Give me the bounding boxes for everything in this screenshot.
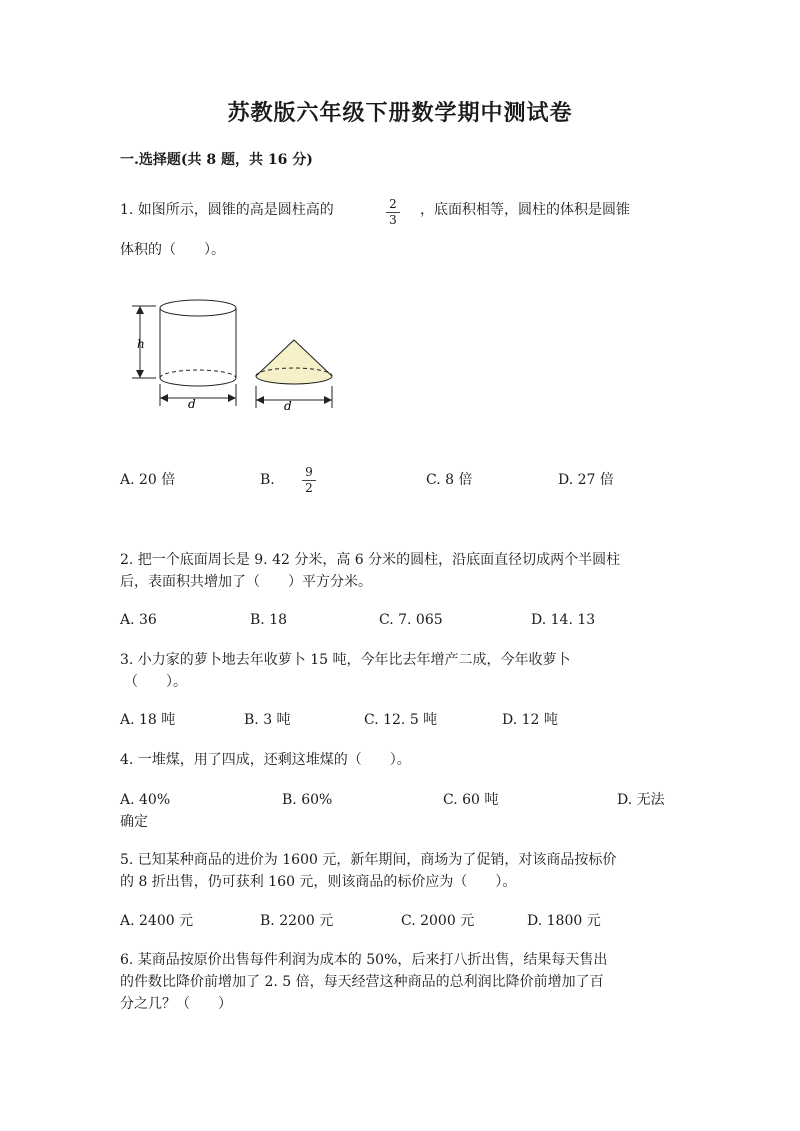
q2-option-c: C. 7. 065: [379, 612, 443, 628]
q1-fraction-numerator: 2: [389, 197, 397, 211]
q3-text-line2: （ ）。: [124, 674, 187, 690]
q4-text-line1: 4. 一堆煤，用了四成，还剩这堆煤的（ ）。: [120, 752, 411, 768]
cylinder-cone-figure: [126, 298, 342, 416]
q1-option-b-denominator: 2: [305, 481, 313, 495]
q1-option-b-numerator: 9: [305, 465, 313, 479]
q1-option-c: C. 8 倍: [426, 472, 473, 488]
q1-option-a: A. 20 倍: [120, 472, 176, 488]
q3-option-a: A. 18 吨: [120, 712, 176, 728]
q4-option-d-continued: 确定: [120, 814, 148, 830]
section-heading: 一.选择题(共 8 题，共 16 分): [120, 152, 313, 168]
arrow-head: [256, 396, 264, 404]
q5-option-c: C. 2000 元: [401, 913, 475, 929]
q5-option-b: B. 2200 元: [260, 913, 334, 929]
height-label: h: [137, 337, 145, 351]
q1-text-line2: 体积的（ ）。: [120, 242, 225, 258]
q4-option-c: C. 60 吨: [443, 792, 499, 808]
q3-option-b: B. 3 吨: [244, 712, 291, 728]
q1-option-d: D. 27 倍: [558, 472, 614, 488]
q3-text-line1: 3. 小力家的萝卜地去年收萝卜 15 吨，今年比去年增产二成，今年收萝卜: [120, 652, 571, 668]
arrow-head: [160, 394, 168, 402]
arrow-head: [136, 306, 144, 314]
q1-option-b-fraction: [302, 466, 316, 495]
q2-option-d: D. 14. 13: [531, 612, 596, 628]
cylinder-bottom-back: [160, 370, 236, 378]
cone-body: [256, 340, 332, 384]
q1-fraction: [386, 198, 400, 227]
q6-text-line1: 6. 某商品按原价出售每件利润为成本的 50%，后来打八折出售，结果每天售出: [120, 952, 608, 968]
q5-text-line2: 的 8 折出售，仍可获利 160 元，则该商品的标价应为（ ）。: [120, 874, 517, 890]
arrow-head: [136, 370, 144, 378]
q5-option-a: A. 2400 元: [120, 913, 194, 929]
cylinder-bottom-front: [160, 378, 236, 386]
q1-text-part1: 1. 如图所示，圆锥的高是圆柱高的: [120, 202, 334, 218]
diameter-label-cylinder: d: [188, 397, 196, 411]
q2-text-line2: 后，表面积共增加了（ ）平方分米。: [120, 574, 372, 590]
q6-text-line2: 的件数比降价前增加了 2. 5 倍，每天经营这种商品的总利润比降价前增加了百: [120, 974, 604, 990]
q2-text-line1: 2. 把一个底面周长是 9. 42 分米，高 6 分米的圆柱，沿底面直径切成两个半圆柱: [120, 552, 621, 568]
q1-text-part2: ，底面积相等，圆柱的体积是圆锥: [420, 202, 630, 218]
q5-text-line1: 5. 已知某种商品的进价为 1600 元，新年期间，商场为了促销，对该商品按标价: [120, 852, 617, 868]
cylinder-top: [160, 300, 236, 316]
q1-option-b-prefix: B.: [260, 472, 275, 488]
page-title: 苏教版六年级下册数学期中测试卷: [227, 100, 573, 126]
q4-option-b: B. 60%: [282, 792, 333, 808]
q3-option-d: D. 12 吨: [502, 712, 558, 728]
q6-text-line3: 分之几？（ ）: [120, 996, 232, 1012]
diameter-label-cone: d: [284, 399, 292, 413]
q5-option-d: D. 1800 元: [527, 913, 601, 929]
arrow-head: [324, 396, 332, 404]
q2-option-a: A. 36: [120, 612, 157, 628]
q4-option-d: D. 无法: [617, 792, 665, 808]
arrow-head: [228, 394, 236, 402]
q4-option-a: A. 40%: [120, 792, 171, 808]
q3-option-c: C. 12. 5 吨: [364, 712, 438, 728]
q2-option-b: B. 18: [250, 612, 288, 628]
q1-fraction-denominator: 3: [389, 213, 397, 227]
